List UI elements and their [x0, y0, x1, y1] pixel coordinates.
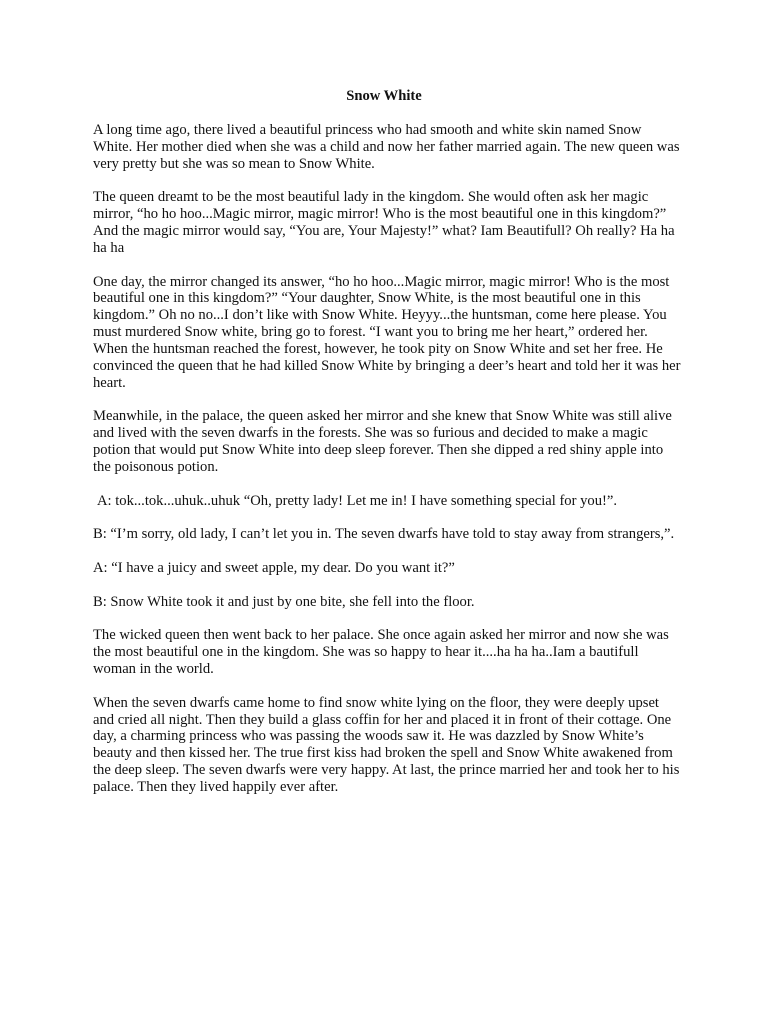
- page-title: Snow White: [346, 88, 422, 104]
- document-body: [93, 122, 683, 813]
- dialogue-line-a1: A: tok...tok...uhuk..uhuk “Oh, pretty lady! Let me in! I have something special for you!”.: [97, 492, 617, 509]
- paragraph-potion: Meanwhile, in the palace, the queen asked her mirror and she knew that Snow White was still alive and lived with the seven dwarfs in the forests. She was so furious and decided to make a magic potion that would put Snow White into deep sleep forever. Then she dipped a red shiny apple into the poisonous potion.: [93, 408, 672, 475]
- paragraph-wicked-queen: The wicked queen then went back to her palace. She once again asked her mirror and now she was the most beautiful one in the kingdom. She was so happy to hear it....ha ha ha..Iam a bautifull woman in the world.: [93, 627, 669, 677]
- paragraph-mirror-answer: One day, the mirror changed its answer, “ho ho hoo...Magic mirror, magic mirror! Who is the most beautiful one in this kingdom?” “Your daughter, Snow White, is the most beautiful one in this kingdom.” Oh no no...I don’t like with Snow White. Heyyy...the huntsman, come here please. You must murdered Snow white, bring go to forest. “I want you to bring me her heart,” ordered her. When the huntsman reached the forest, however, he took pity on Snow White and set her free. He convinced the queen that he had killed Snow White by bringing a deer’s heart and told her it was her heart.: [93, 273, 681, 391]
- paragraph-ending: When the seven dwarfs came home to find snow white lying on the floor, they were deeply upset and cried all night. Then they build a glass coffin for her and placed it in front of their cottage. One day, a charming princess who was passing the woods saw it. He was dazzled by Snow White’s beauty and then kissed her. The true first kiss had broken the spell and Snow White awakened from the deep sleep. The seven dwarfs were very happy. At last, the prince married her and took her to his palace. Then they lived happily ever after.: [93, 694, 680, 795]
- dialogue-line-b1: B: “I’m sorry, old lady, I can’t let you in. The seven dwarfs have told to stay away from strangers,”.: [93, 526, 675, 543]
- dialogue-line-b2: B: Snow White took it and just by one bite, she fell into the floor.: [93, 593, 475, 610]
- dialogue-line-a2: A: “I have a juicy and sweet apple, my dear. Do you want it?”: [93, 559, 455, 576]
- paragraph-intro: A long time ago, there lived a beautiful princess who had smooth and white skin named Snow White. Her mother died when she was a child and now her father married again. The new queen was very pretty but she was so mean to Snow White.: [93, 122, 680, 172]
- paragraph-queen-dream: The queen dreamt to be the most beautiful lady in the kingdom. She would often ask her magic mirror, “ho ho hoo...Magic mirror, magic mirror! Who is the most beautiful one in this kingdom?” And the magic mirror would say, “You are, Your Majesty!” what? Iam Beautifull? Oh really? Ha ha ha ha: [93, 189, 675, 256]
